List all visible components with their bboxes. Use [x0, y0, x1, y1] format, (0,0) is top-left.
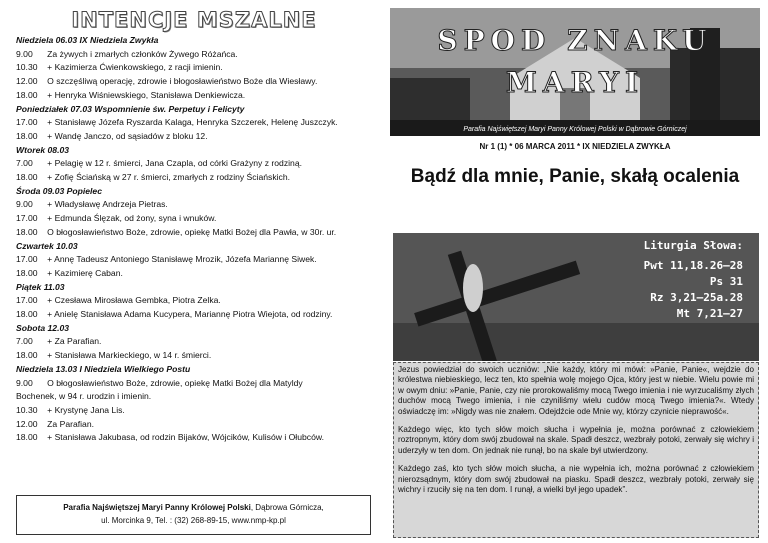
parish-city: , Dąbrowa Górnicza, [250, 503, 324, 512]
day-heading: Poniedziałek 07.03 Wspomnienie św. Perpetuy i Felicyty [16, 103, 245, 114]
mass-time: 7.00 [16, 336, 33, 347]
mass-time: 17.00 [16, 117, 38, 128]
intention-text: + Annę Tadeusz Antoniego Stanisławę Mrozik, Józefa Mariannę Siwek. [47, 254, 317, 265]
intention-row [16, 418, 372, 432]
intentions-list [16, 34, 372, 445]
intention-text: Za żywych i zmarłych członków Żywego Różańca. [47, 48, 238, 59]
intention-row [16, 130, 372, 144]
mass-time: 9.00 [16, 48, 33, 59]
day-heading: Czwartek 10.03 [16, 240, 78, 251]
intention-row [16, 404, 372, 418]
gospel-paragraph-1: Jezus powiedział do swoich uczniów: „Nie każdy, który mi mówi: »Panie, Panie«, wejdzie do królestwa niebieskiego, lecz ten, kto spełnia wolę mojego Ojca, który jest w niebie. Wielu powie mi w owym dniu: »Panie, Panie, czy nie prorokowaliśmy mocą Twego imienia i nie wyrzucaliśmy złych duchów mocą Twego imienia, i nie czyniliśmy wielu cudów mocą Twego imienia?«. Wtedy oświadczę im: »Nigdy was nie znałem. Odejdźcie ode Mnie wy, którzy czynicie nieprawość«. [398, 365, 754, 416]
masthead-line1: SPOD ZNAKU [437, 24, 713, 57]
intention-text: + Za Parafian. [47, 336, 102, 347]
intention-row [16, 212, 372, 226]
mass-time: 12.00 [16, 76, 38, 87]
reading-4: Mt 7,21–27 [676, 307, 743, 320]
intention-text: + Stanisława Markieckiego, w 14 r. śmierci. [47, 350, 212, 361]
day-heading: Wtorek 08.03 [16, 144, 70, 155]
intention-text: + Czesława Mirosława Gembka, Piotra Zelka. [47, 295, 221, 306]
intention-row [16, 75, 372, 89]
mass-time: 18.00 [16, 130, 38, 141]
intention-text: Za Parafian. [47, 418, 94, 429]
mass-time: 12.00 [16, 418, 38, 429]
masthead-line2: MARYI [505, 66, 645, 99]
intention-text: + Wandę Janczo, od sąsiadów z bloku 12. [47, 130, 208, 141]
day-heading: Środa 09.03 Popielec [16, 185, 102, 196]
issue-line: Nr 1 (1) * 06 MARCA 2011 * IX NIEDZIELA ZWYKŁA [479, 142, 671, 151]
intention-row [16, 390, 372, 404]
intention-row [16, 171, 372, 185]
intention-row [16, 226, 372, 240]
intention-row [16, 116, 372, 130]
intention-row [16, 335, 372, 349]
day-heading: Piątek 11.03 [16, 281, 65, 292]
newsletter-column [390, 8, 760, 538]
intention-text: + Kazimierza Ćwienkowskiego, z racji imienin. [47, 62, 223, 73]
intention-row [16, 48, 372, 62]
mass-time: 9.00 [16, 377, 33, 388]
gospel-text [393, 362, 759, 538]
day-heading: Sobota 12.03 [16, 322, 70, 333]
intention-text: O błogosławieństwo Boże, zdrowie, opiekę Matki Bożej dla Pawła, w 30r. ur. [47, 226, 337, 237]
intention-row [16, 377, 372, 391]
mass-time: 18.00 [16, 309, 38, 320]
intention-row [16, 89, 372, 103]
mass-time: 18.00 [16, 267, 38, 278]
intention-text: + Stanisławę Józefa Ryszarda Kalaga, Henryka Szczerek, Helenę Juszczyk. [47, 117, 338, 128]
intention-text: + Kazimierę Caban. [47, 267, 123, 278]
intention-row [16, 308, 372, 322]
intention-text: O szczęśliwą operację, zdrowie i błogosławieństwo Boże dla Wiesławy. [47, 76, 318, 87]
reading-1: Pwt 11,18.26–28 [643, 259, 743, 272]
intention-row [16, 157, 372, 171]
intention-text: + Henryka Wiśniewskiego, Stanisława Denkiewicza. [47, 89, 246, 100]
intention-text: + Krystynę Jana Lis. [47, 404, 125, 415]
mass-time: 10.30 [16, 404, 38, 415]
parish-address: ul. Morcinka 9, Tel. : (32) 268-89-15, www.nmp-kp.pl [101, 516, 286, 525]
gospel-paragraph-2: Każdego więc, kto tych słów moich słucha i wypełnia je, można porównać z człowiekiem roztropnym, który dom swój zbudował na skale. Spadł deszcz, wezbrały potoki, zerwały się wichry i uderzyły w ten dom. On jednak nie runął, bo na skale był utwierdzony. [398, 425, 754, 455]
mass-time: 17.00 [16, 254, 38, 265]
mass-time: 17.00 [16, 213, 38, 224]
reading-2: Ps 31 [709, 275, 743, 288]
intention-row [16, 349, 372, 363]
liturgy-box [644, 239, 743, 322]
intention-row [16, 253, 372, 267]
parish-name: Parafia Najświętszej Maryi Panny Królowej Polski [63, 503, 251, 512]
intentions-title: INTENCJE MSZALNE [71, 8, 317, 32]
mass-time: 18.00 [16, 89, 38, 100]
mass-time: 18.00 [16, 350, 38, 361]
mass-time: 9.00 [16, 199, 33, 210]
intention-row [16, 61, 372, 75]
intention-text: O błogosławieństwo Boże, zdrowie, opiekę Matki Bożej dla Matyldy [47, 377, 303, 388]
intention-text: + Edmunda Ślęzak, od żony, syna i wnuków. [47, 213, 217, 224]
liturgy-heading: Liturgia Słowa: [643, 239, 743, 252]
intention-text: + Zofię Ściańską w 27 r. śmierci, zmarłych z rodziny Ściańskich. [47, 172, 291, 183]
intention-text: Bochenek, w 94 r. urodzin i imienin. [16, 391, 152, 402]
headline: Bądź dla mnie, Panie, skałą ocalenia [410, 166, 740, 187]
banner-caption: Parafia Najświętszej Maryi Panny Królowej Polski w Dąbrowie Górniczej [463, 126, 687, 133]
intention-text: + Władysławę Andrzeja Pietras. [47, 199, 168, 210]
intention-text: + Stanisława Jakubasa, od rodzin Bijaków, Wójcików, Kulisów i Ołubców. [47, 432, 324, 443]
intention-text: + Pelagię w 12 r. śmierci, Jana Czapla, od córki Grażyny z rodziną. [47, 158, 302, 169]
reading-3: Rz 3,21–25a.28 [650, 291, 743, 304]
masthead-banner [390, 8, 760, 136]
mass-time: 18.00 [16, 432, 38, 443]
gospel-paragraph-3: Każdego zaś, kto tych słów moich słucha, a nie wypełnia ich, można porównać z człowiekiem nierozsądnym, który dom swój zbudował na piasku. Spadł deszcz, wezbrały potoki, zerwały się wichry i rzuciły się na ten dom. I runął, a wielki był jego upadek”. [398, 464, 754, 495]
crucifix-photo [393, 233, 759, 361]
intention-row [16, 198, 372, 212]
parish-footer [16, 495, 371, 535]
intention-row [16, 431, 372, 445]
intention-row [16, 294, 372, 308]
mass-time: 17.00 [16, 295, 38, 306]
intention-row [16, 267, 372, 281]
mass-time: 10.30 [16, 62, 38, 73]
mass-time: 18.00 [16, 172, 38, 183]
day-heading: Niedziela 06.03 IX Niedziela Zwykła [16, 35, 159, 45]
day-heading: Niedziela 13.03 I Niedziela Wielkiego Postu [16, 363, 191, 374]
intentions-column [16, 8, 372, 538]
intention-text: + Anielę Stanisława Adama Kucypera, Mariannę Piotra Wiejota, od rodziny. [47, 309, 333, 320]
mass-time: 18.00 [16, 226, 38, 237]
mass-time: 7.00 [16, 158, 33, 169]
